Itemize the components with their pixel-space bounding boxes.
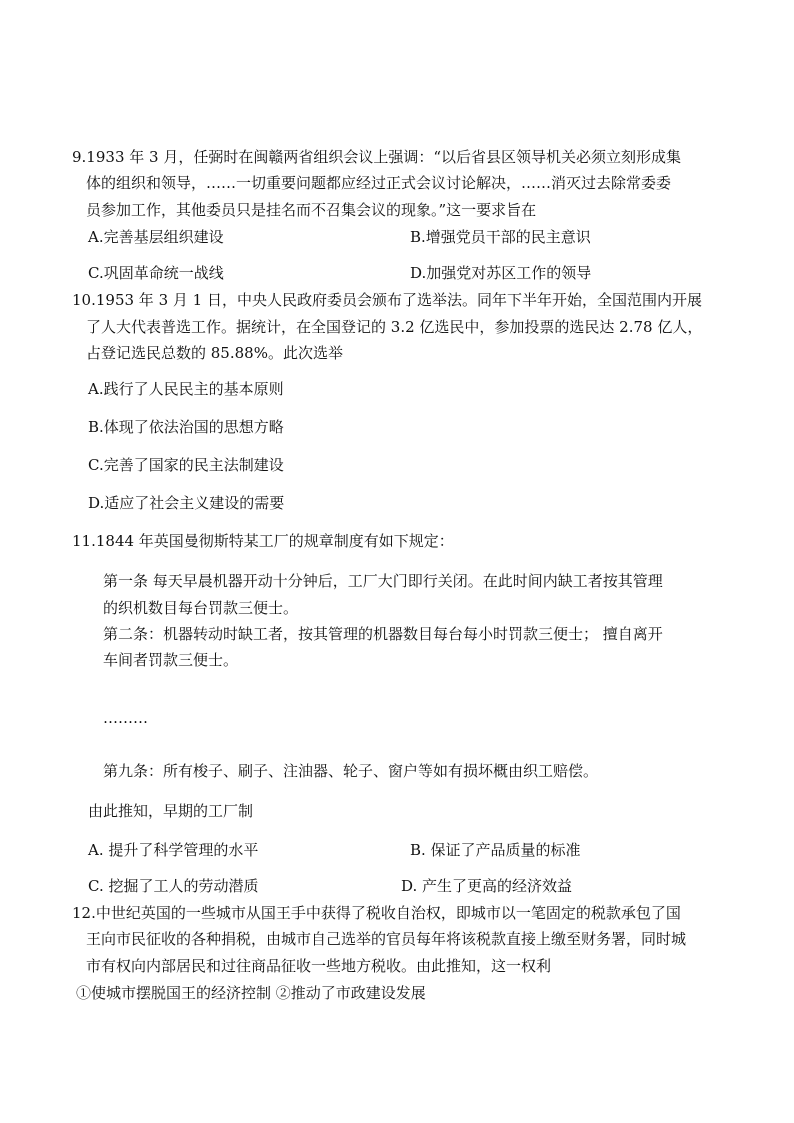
q9-stem-line-1: 9.1933 年 3 月，任弼时在闽赣两省组织会议上强调：“以后省县区领导机关必须立刻形成集 [72,148,682,166]
q9-option-d: D.加强党对苏区工作的领导 [410,264,592,282]
q10-option-a: A.践行了人民民主的基本原则 [88,380,284,398]
q9-option-c: C.巩固革命统一战线 [88,264,224,282]
q12-stem-line-1: 12.中世纪英国的一些城市从国王手中获得了税收自治权，即城市以一笔固定的税款承包了国 [72,904,681,922]
q11-stem: 11.1844 年英国曼彻斯特某工厂的规章制度有如下规定： [72,532,454,550]
q12-items: ①使城市摆脱国王的经济控制 ②推动了市政建设发展 [76,984,426,1002]
q9-stem-line-3: 员参加工作，其他委员只是挂名而不召集会议的现象。”这一要求旨在 [86,201,537,219]
q10-stem-line-1: 10.1953 年 3 月 1 日，中央人民政府委员会颁布了选举法。同年下半年开始，全国范围内开展 [72,291,702,309]
q11-rule-line-2: 的织机数目每台罚款三便士。 [103,599,299,617]
q10-option-d: D.适应了社会主义建设的需要 [88,494,285,512]
q10-stem-line-2: 了人大代表普选工作。据统计，在全国登记的 3.2 亿选民中，参加投票的选民达 2.78 亿人， [86,318,703,336]
q11-rule-line-4: 车间者罚款三便士。 [103,651,239,669]
q10-stem-line-3: 占登记选民总数的 85.88%。此次选举 [86,344,343,362]
q11-option-d: D. 产生了更高的经济效益 [401,877,573,895]
q11-option-b: B. 保证了产品质量的标准 [410,841,581,859]
q11-rule-ellipsis: ……… [103,709,148,727]
q9-option-b: B.增强党员干部的民主意识 [410,228,591,246]
q11-option-c: C. 挖掘了工人的劳动潜质 [88,877,259,895]
q10-option-b: B.体现了依法治国的思想方略 [88,418,284,436]
q10-option-c: C.完善了国家的民主法制建设 [88,456,284,474]
q11-question: 由此推知，早期的工厂制 [88,802,254,820]
q12-stem-line-2: 王向市民征收的各种捐税，由城市自己选举的官员每年将该税款直接上缴至财务署，同时城 [86,930,687,948]
q9-option-a: A.完善基层组织建设 [88,228,224,246]
q11-rule-line-9: 第九条：所有梭子、刷子、注油器、轮子、窗户等如有损坏概由织工赔偿。 [103,762,599,780]
q11-rule-line-1: 第一条 每天早晨机器开动十分钟后，工厂大门即行关闭。在此时间内缺工者按其管理 [103,572,663,590]
q9-stem-line-2: 体的组织和领导，……一切重要问题都应经过正式会议讨论解决，……消灭过去除常委委 [86,174,672,192]
q12-stem-line-3: 市有权向内部居民和过往商品征收一些地方税收。由此推知，这一权利 [86,957,552,975]
q11-option-a: A. 提升了科学管理的水平 [88,841,259,859]
q11-rule-line-3: 第二条：机器转动时缺工者，按其管理的机器数目每台每小时罚款三便士； 擅自离开 [103,625,663,643]
